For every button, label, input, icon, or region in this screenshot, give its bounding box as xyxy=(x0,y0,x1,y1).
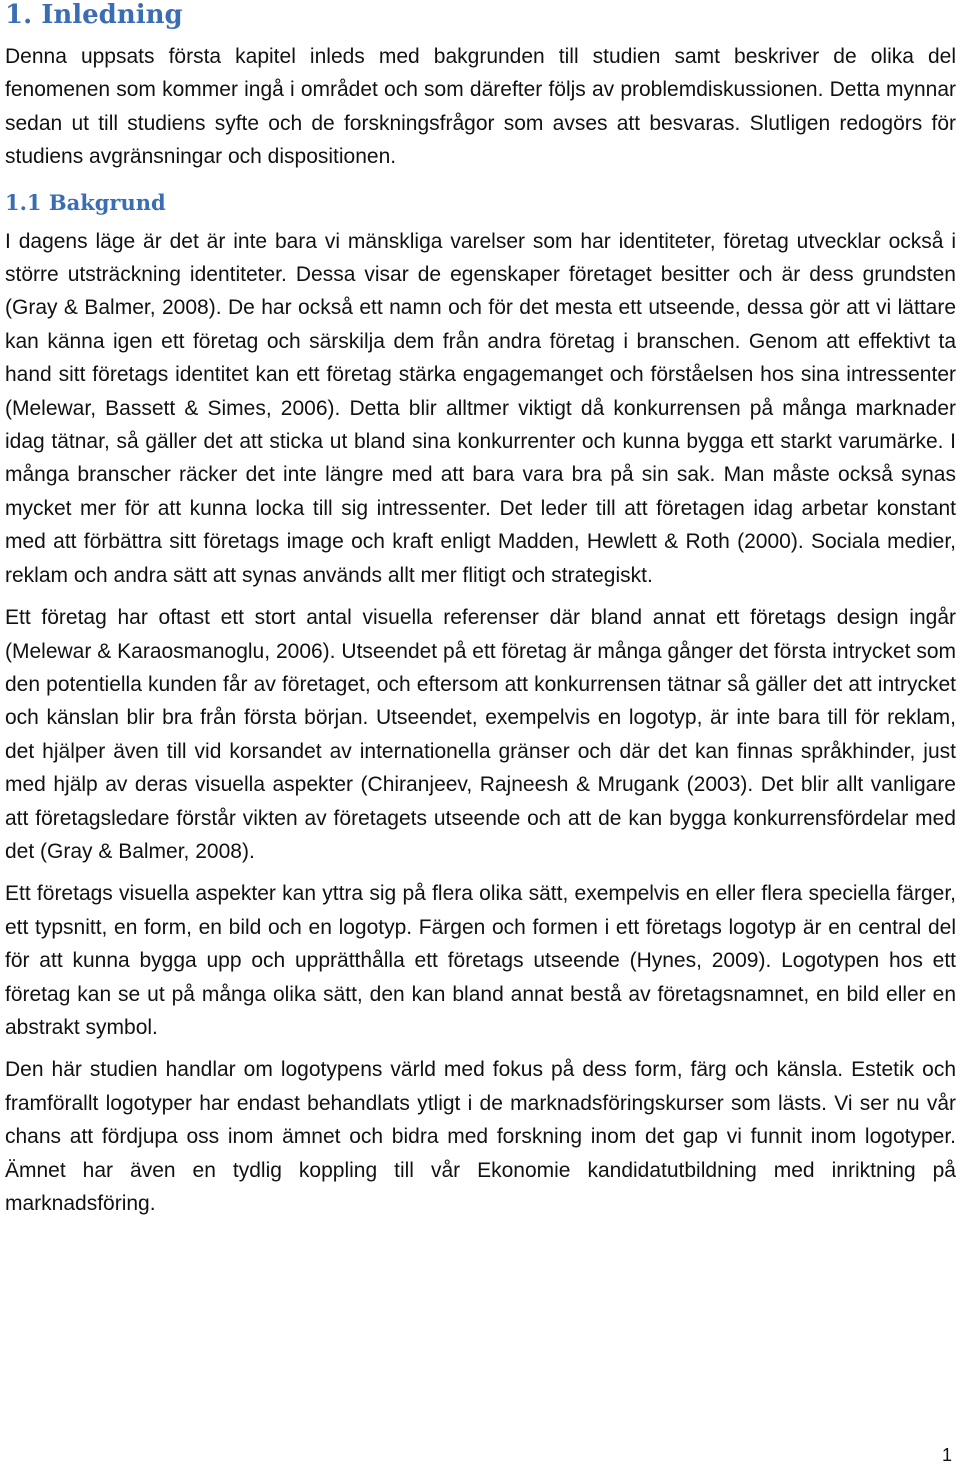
page-number: 1 xyxy=(941,1445,952,1465)
body-paragraph-4: Den här studien handlar om logotypens värld med fokus på dess form, färg och känsla. Estetik och framförallt logotyper har endast behandlats ytligt i de marknadsföringskurser som lästs. Vi ser nu vår chans att fördjupa oss inom ämnet och bidra med forskning inom det gap vi funnit inom logotyper. Ämnet har även en tydlig koppling till vår Ekonomie kandidatutbildning med inriktning på marknadsföring. xyxy=(5,1058,956,1215)
body-paragraph-2: Ett företag har oftast ett stort antal visuella referenser där bland annat ett företags design ingår (Melewar & Karaosmanoglu, 2006). Utseendet på ett företag är många gånger det första intrycket som den potentiella kunden får av företaget, och eftersom att konkurrensen tätnar så gäller det att intrycket och känslan blir bra från första början. Utseendet, exempelvis en logotyp, är inte bara till för reklam, det hjälper även till vid korsandet av internationella gränser och där det kan finnas språkhinder, just med hjälp av deras visuella aspekter (Chiranjeev, Rajneesh & Mrugank (2003). Det blir allt vanligare att företagsledare förstår vikten av företagets utseende och att de kan bygga konkurrensfördelar med det (Gray & Balmer, 2008). xyxy=(5,606,956,863)
body-paragraph-3: Ett företags visuella aspekter kan yttra sig på flera olika sätt, exempelvis en eller flera speciella färger, ett typsnitt, en form, en bild och en logotyp. Färgen och formen i ett företags logotyp är en central del för att kunna bygga upp och upprätthålla ett företags utseende (Hynes, 2009). Logotypen hos ett företag kan se ut på många olika sätt, den kan bland annat bestå av företagsnamnet, en bild eller en abstrakt symbol. xyxy=(5,882,956,1039)
intro-paragraph: Denna uppsats första kapitel inleds med bakgrunden till studien samt beskriver de olika del fenomenen som kommer ingå i området och som därefter följs av problemdiskussionen. Detta mynnar sedan ut till studiens syfte och de forskningsfrågor som avses att besvaras. Slutligen redogörs för studiens avgränsningar och dispositionen. xyxy=(5,45,956,169)
document-page xyxy=(5,0,956,1220)
body-paragraph-1: I dagens läge är det är inte bara vi mänskliga varelser som har identiteter, företag utvecklar också i större utsträckning identiteter. Dessa visar de egenskaper företaget besitter och är dess grundsten (Gray & Balmer, 2008). De har också ett namn och för det mesta ett utseende, dessa gör att vi lättare kan känna igen ett företag och särskilja dem från andra företag i branschen. Genom att effektivt ta hand sitt företags identitet kan ett företag stärka engagemanget och förståelsen hos sina intressenter (Melewar, Bassett & Simes, 2006). Detta blir alltmer viktigt då konkurrensen på många marknader idag tätnar, så gäller det att sticka ut bland sina konkurrenter och kunna bygga ett starkt varumärke. I många branscher räcker det inte längre med att bara vara bra på sin sak. Man måste också synas mycket mer för att kunna locka till sig intressenter. Det leder till att företagen idag arbetar konstant med att förbättra sitt företags image och kraft enligt Madden, Hewlett & Roth (2000). Sociala medier, reklam och andra sätt att synas används allt mer flitigt och strategiskt. xyxy=(5,229,956,587)
chapter-heading: 1. Inledning xyxy=(5,0,183,30)
section-heading: 1.1 Bakgrund xyxy=(5,189,166,215)
